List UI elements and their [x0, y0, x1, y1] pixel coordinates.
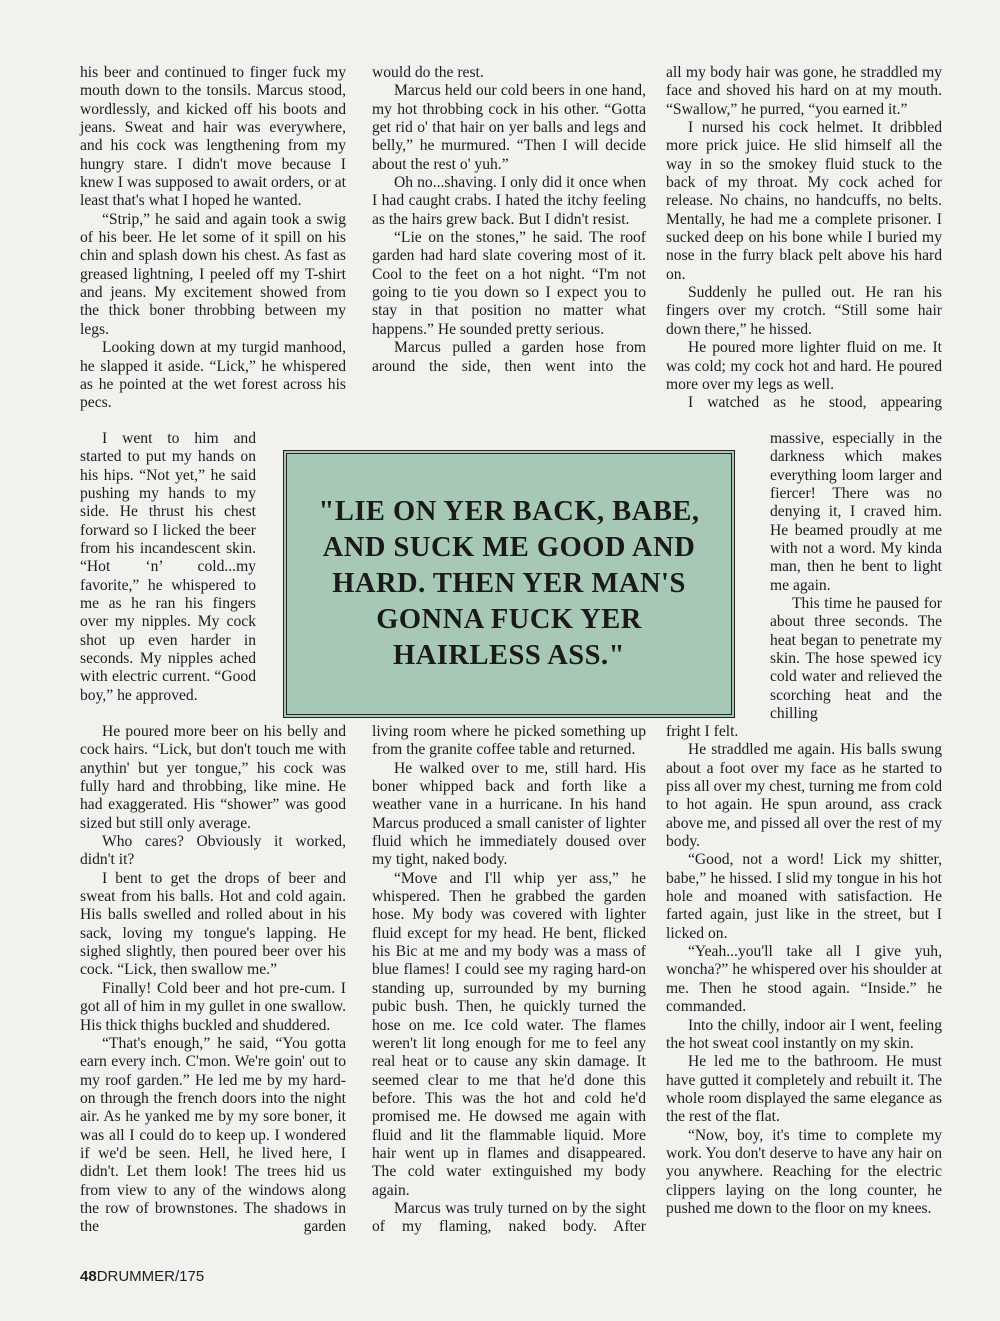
paragraph: He walked over to me, still hard. His boner whipped back and forth like a weather vane in a hurricane. In his hand Marcus produced a small canister of lighter fluid which he immediately doused over my tight, naked body.	[372, 759, 646, 869]
paragraph: massive, especially in the darkness which makes everything loom larger and fiercer! There was no denying it, I craved him. He beamed proudly at me with not a word. My kinda man, then he bent to light me again.	[770, 430, 942, 594]
paragraph: “Now, boy, it's time to complete my work. You don't deserve to have any hair on you anywhere. Reaching for the electric clippers laying on the long counter, he pushed me down to the floor on my knees.	[666, 1126, 942, 1217]
column-3-bottom	[666, 723, 942, 1218]
paragraph: Finally! Cold beer and hot pre-cum. I got all of him in my gullet in one swallow. His thick thighs buckled and shuddered.	[80, 979, 346, 1034]
paragraph: Looking down at my turgid manhood, he slapped it aside. “Lick,” he whispered as he pointed at the wet forest across his pecs.	[80, 339, 346, 412]
paragraph: would do the rest.	[372, 64, 484, 81]
paragraph: I bent to get the drops of beer and sweat from his balls. Hot and cold again. His balls swelled and rolled about in his sack, loving my tongue's lapping. He sighed slightly, then poured beer over his cock. “Lick, then swallow me.”	[80, 869, 346, 979]
paragraph: I nursed his cock helmet. It dribbled more prick juice. He slid himself all the way in so the smokey fluid stuck to the back of my throat. My cock ached for release. No chains, no handcuffs, no belts. Mentally, he had me a complete prisoner. I sucked deep on his bone while I buried my nose in the furry black pelt above his hard on.	[666, 119, 942, 283]
paragraph: Oh no...shaving. I only did it once when I had caught crabs. I hated the itchy feeling as the hairs grew back. But I didn't resist.	[372, 174, 646, 228]
paragraph: his beer and continued to finger fuck my mouth down to the tonsils. Marcus stood, wordlessly, and kicked off his boots and jeans. Sweat and hair was everywhere, and his cock was lengthening from my hungry stare. I didn't move because I knew I was supposed to await orders, or at least that's what I hoped he wanted.	[80, 64, 346, 210]
pull-quote-box	[283, 450, 735, 718]
paragraph: Suddenly he pulled out. He ran his fingers over my crotch. “Still some hair down there,” he hissed.	[666, 284, 942, 338]
page-number: 48	[80, 1268, 97, 1285]
paragraph: “Good, not a word! Lick my shitter, babe,” he hissed. I slid my tongue in his hot hole and moaned with satisfaction. He farted again, just like in the street, but I licked on.	[666, 851, 942, 942]
publication-name: DRUMMER/175	[96, 1268, 205, 1285]
column-2-bottom	[372, 723, 646, 1237]
paragraph: He straddled me again. His balls swung about a foot over my face as he started to piss all over my chest, turning me from cold to hot again. He spun around, ass crack above me, and pissed all over the rest of my body.	[666, 741, 942, 851]
paragraph: Who cares? Obviously it worked, didn't it?	[80, 833, 346, 869]
column-2-top	[372, 64, 646, 376]
paragraph: This time he paused for about three seconds. The heat began to penetrate my skin. The hose spewed icy cold water and relieved the scorching heat and the chilling	[770, 595, 942, 723]
paragraph: Into the chilly, indoor air I went, feeling the hot sweat cool instantly on my skin.	[666, 1016, 942, 1052]
paragraph: Marcus was truly turned on by the sight of my flaming, naked body. After	[372, 1199, 646, 1236]
paragraph: fright I felt.	[666, 723, 739, 740]
page-footer	[80, 1268, 204, 1285]
paragraph: living room where he picked something up from the granite coffee table and returned.	[372, 723, 646, 759]
paragraph: I watched as he stood, appearing	[688, 394, 942, 412]
column-1-wrap	[80, 430, 256, 705]
column-1-top	[80, 64, 346, 413]
paragraph: “That's enough,” he said, “You gotta earn every inch. C'mon. We're goin' out to my roof garden.” He led me by my hard-on through the french doors into the night air. As he yanked me by my sore boner, it was all I could do to keep up. I wondered if we'd be seen. Hell, he lived here, I didn't. Let them look! The trees hid us from view to any of the windows along the row of brownstones. The shadows in the garden	[80, 1034, 346, 1236]
paragraph: “Strip,” he said and again took a swig of his beer. He let some of it spill on his chin and splash down his chest. As fast as greased lightning, I peeled off my T-shirt and jeans. My excitement showed from the thick boner throbbing between my legs.	[80, 210, 346, 338]
pull-quote-text: "LIE ON YER BACK, BABE, AND SUCK ME GOOD AND HARD. THEN YER MAN'S GONNA FUCK YER HAIRLESS ASS."	[318, 496, 700, 671]
paragraph: He led me to the bathroom. He must have gutted it completely and rebuilt it. The whole room displayed the same elegance as the rest of the flat.	[666, 1053, 942, 1126]
paragraph: “Move and I'll whip yer ass,” he whispered. Then he grabbed the garden hose. My body was covered with lighter fluid except for my head. He bent, flicked his Bic at me and my body was a mass of blue flames! I could see my raging hard-on standing up, surrounded by my burning pubic bush. Then, he quickly turned the hose on me. Ice cold water. The flames weren't lit long enough for me to feel any real heat or to cause any skin damage. It seemed clear to me that he'd done this before. This was the hot and cold he'd promised me. He dowsed me again with fluid and lit the flammable liquid. More hair went up in flames and disappeared. The cold water extinguished my body again.	[372, 869, 646, 1199]
column-3-wrap	[770, 430, 942, 724]
paragraph: Marcus pulled a garden hose from around the side, then went into the	[372, 339, 646, 375]
paragraph: He poured more beer on his belly and cock hairs. “Lick, but don't touch me with anythin' but yer tongue,” his cock was fully hard and throbbing, like mine. He had exaggerated. His “shower” was good sized but still only average.	[80, 723, 346, 832]
column-1-bottom	[80, 723, 346, 1237]
paragraph: “Yeah...you'll take all I give yuh, woncha?” he whispered over his shoulder at me. Then he stood again. “Inside.” he commanded.	[666, 943, 942, 1016]
paragraph: Marcus held our cold beers in one hand, my hot throbbing cock in his other. “Gotta get rid o' that hair on yer balls and legs and belly,” he murmured. “Then I will decide about the rest o' yuh.”	[372, 82, 646, 173]
paragraph: I went to him and started to put my hands on his hips. “Not yet,” he said pushing my hands to my side. He thrust his chest forward so I licked the beer from his incandescent skin. “Hot ‘n’ cold...my favorite,” he whispered to me as he ran his fingers over my nipples. My cock shot up even harder in seconds. My nipples ached with electric current. “Good boy,” he approved.	[80, 430, 256, 704]
column-3-top	[666, 64, 942, 413]
paragraph: He poured more lighter fluid on me. It was cold; my cock hot and hard. He poured more over my legs as well.	[666, 339, 942, 393]
paragraph: “Lie on the stones,” he said. The roof garden had hard slate covering most of it. Cool to the feet on a hot night. “I'm not going to tie you down so I expect you to stay in that position no matter what happens.” He sounded pretty serious.	[372, 229, 646, 338]
paragraph: all my body hair was gone, he straddled my face and shoved his hard on at my mouth. “Swallow,” he purred, “you earned it.”	[666, 64, 942, 118]
